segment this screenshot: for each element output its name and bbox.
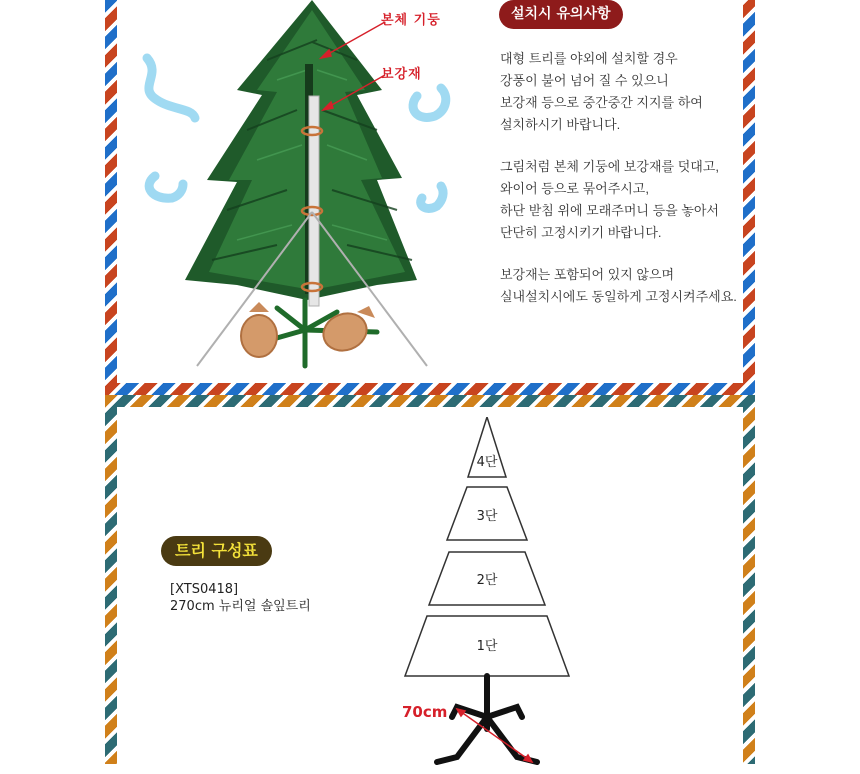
tree-configuration-panel: [105, 395, 755, 764]
model-name: 270cm 뉴리얼 솔잎트리: [170, 599, 311, 614]
tier-4-label: 4단: [476, 455, 498, 470]
tier-3-label: 3단: [476, 509, 498, 524]
notice-paragraph: [500, 264, 750, 308]
notice-line: 강풍이 불어 넘어 질 수 있으니: [500, 73, 669, 88]
reinforcement-callout: 보강재: [381, 67, 422, 82]
tree-foliage: [185, 0, 417, 300]
notice-line: 보강재는 포함되어 있지 않으며: [500, 267, 675, 282]
tree-configuration-content: [117, 407, 743, 764]
notice-line: 설치하시기 바랍니다.: [500, 117, 621, 132]
notice-line: 단단히 고정시키기 바랍니다.: [500, 225, 662, 240]
reinforced-tree-illustration: [117, 0, 497, 383]
notice-line: 실내설치시에도 동일하게 고정시켜주세요.: [500, 289, 737, 304]
main-pole-callout: 본체 기둥: [381, 13, 441, 28]
base-width-label: 70cm: [402, 703, 448, 721]
tier-2-label: 2단: [476, 573, 498, 588]
notice-line: 대형 트리를 야외에 설치할 경우: [500, 51, 678, 66]
installation-notice-panel: [105, 0, 755, 395]
stand-icon: [437, 676, 537, 762]
tier-1-label: 1단: [476, 639, 498, 654]
tree-tier-diagram: [387, 417, 617, 774]
notice-line: 하단 받침 위에 모래주머니 등을 놓아서: [500, 203, 719, 218]
notice-line: 그림처럼 본체 기둥에 보강재를 덧대고,: [500, 159, 719, 174]
notice-line: 와이어 등으로 묶어주시고,: [500, 181, 649, 196]
installation-notice-content: [117, 0, 743, 383]
notice-text: [500, 48, 750, 328]
model-info: [170, 581, 311, 615]
notice-paragraph: [500, 48, 750, 136]
model-code: [XTS0418]: [170, 582, 239, 597]
notice-title-badge: 설치시 유의사항: [499, 0, 623, 29]
configuration-title-badge: 트리 구성표: [161, 536, 272, 566]
notice-line: 보강재 등으로 중간중간 지지를 하여: [500, 95, 703, 110]
notice-paragraph: [500, 156, 750, 244]
